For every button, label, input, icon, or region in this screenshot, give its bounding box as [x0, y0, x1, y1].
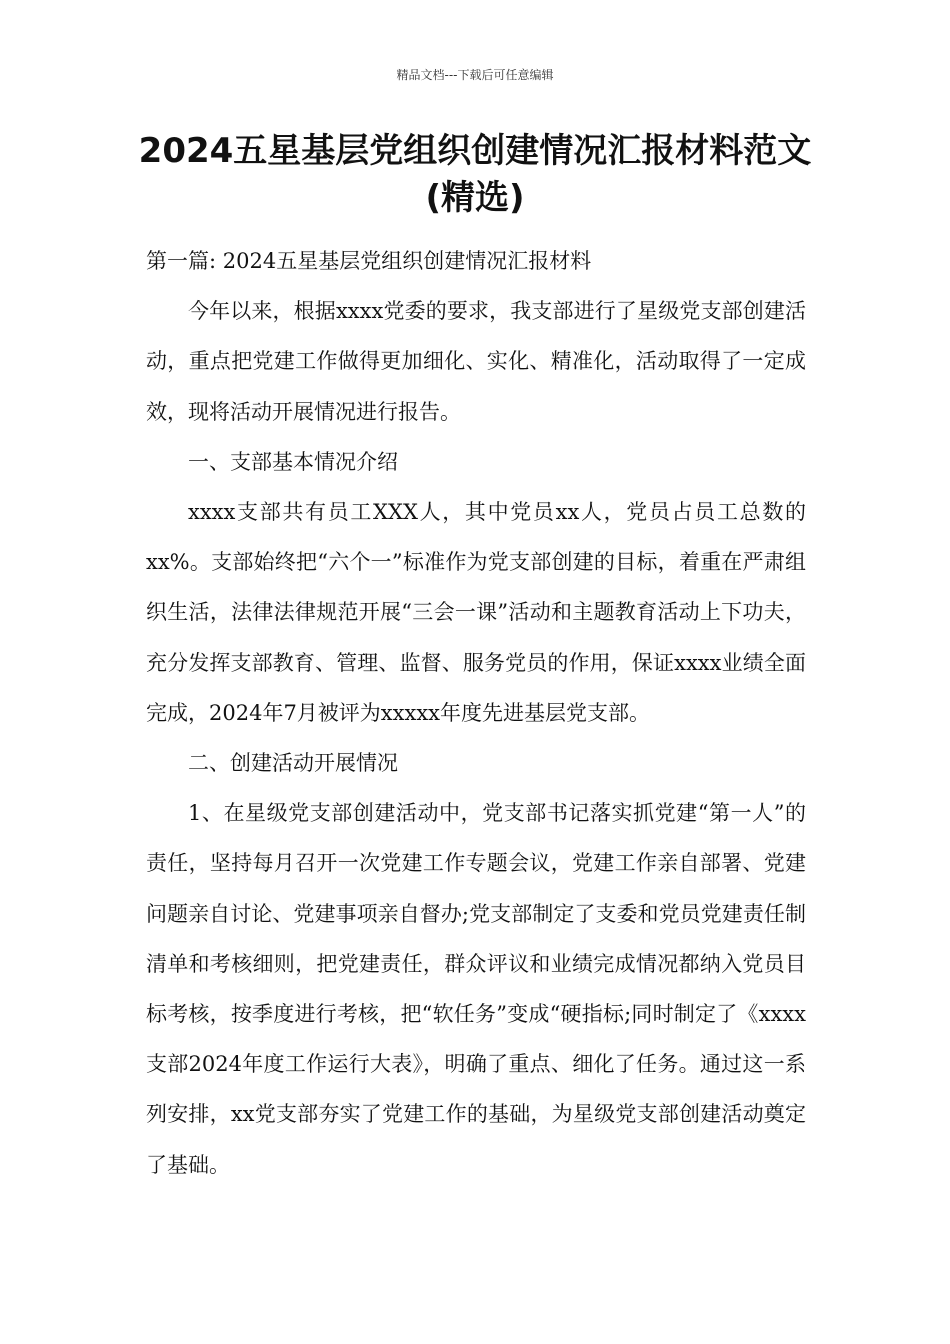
section-heading-first: 第一篇: 2024五星基层党组织创建情况汇报材料	[146, 249, 592, 273]
document-title: 2024五星基层党组织创建情况汇报材料范文(精选)	[138, 131, 812, 218]
page-header: 精品文档---下载后可任意编辑	[396, 68, 554, 82]
basic-info-paragraph: xxxx支部共有员工XXX人，其中党员xx人，党员占员工总数的xx%。支部始终把“六个一”标准作为党支部创建的目标，着重在严肃组织生活，法律法律规范开展“三会一课”活动和主题教育活动上下功夫，充分发挥支部教育、管理、监督、服务党员的作用，保证xxxx业绩全面完成，2024年7月被评为xxxxx年度先进基层党支部。	[146, 500, 806, 725]
document-body	[146, 236, 806, 1190]
section-heading-activities: 二、创建活动开展情况	[188, 751, 398, 776]
activities-paragraph: 1、在星级党支部创建活动中，党支部书记落实抓党建“第一人”的责任，坚持每月召开一次党建工作专题会议，党建工作亲自部署、党建问题亲自讨论、党建事项亲自督办;党支部制定了支委和党员党建责任制清单和考核细则，把党建责任，群众评议和业绩完成情况都纳入党员目标考核，按季度进行考核，把“软任务”变成“硬指标;同时制定了《xxxx支部2024年度工作运行大表》，明确了重点、细化了任务。通过这一系列安排，xx党支部夯实了党建工作的基础，为星级党支部创建活动奠定了基础。	[146, 801, 806, 1177]
intro-paragraph: 今年以来，根据xxxx党委的要求，我支部进行了星级党支部创建活动，重点把党建工作做得更加细化、实化、精准化，活动取得了一定成效，现将活动开展情况进行报告。	[146, 299, 806, 424]
section-heading-basic-info: 一、支部基本情况介绍	[188, 449, 398, 474]
